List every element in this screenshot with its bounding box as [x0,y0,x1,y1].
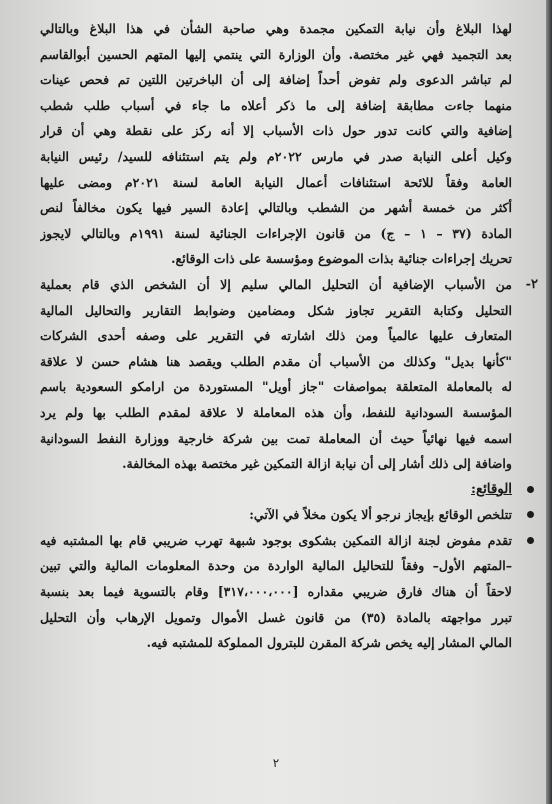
facts-intro-item [40,502,512,528]
text-line: تحريك إجراءات جنائية بذات الموضوع ومؤسسة على ذات الوقائع. [171,251,512,267]
bullet-icon [527,537,534,544]
text-line: تبرر مواجهته بالمادة (٣٥) من قانون غسل الأموال وتمويل الإرهاب وأن التحليل [40,609,512,625]
document-body [40,16,538,656]
page-edge-shadow [546,0,552,804]
facts-heading: الوقائع: [471,480,512,497]
bullet-icon [527,511,534,518]
text-line: اسمه فيها نهائياً حيث أن المعاملة تمت بين شركة خارجية ووزارة النفط السودانية [40,430,512,446]
facts-detail-item [40,528,512,656]
text-line: من الأسباب الإضافية أن التحليل المالي سليم إلا أن الشخص الذي قام بعملية [40,276,512,292]
bullet-icon [527,486,534,493]
text-line: بعد التجميد فهي غير مختصة. وأن الوزارة التي ينتمي إليها المتهم الحسين أبوالقاسم [40,46,512,62]
text-line: لاحقاً أن هناك فارق ضريبي مقداره [٣١٧،٠٠٠،٠٠٠] وقام بالتسوية فيما بعد بنسبة [40,584,512,600]
text-line: إضافية والتي كانت تدور حول ذات الأسباب إلا أنه ركز على نقطة وهي أن قرار [40,123,512,139]
facts-intro: تتلخص الوقائع بإيجاز نرجو ألا يكون مخلاً في الآتي: [249,507,512,523]
facts-heading-item [40,477,512,503]
text-line: تقدم مفوض لجنة ازالة التمكين بشكوى بوجود شبهة تهرب ضريبي قام بها المشتبه فيه [40,532,512,548]
text-line: العامة وفقاً للائحة استئنافات أعمال النيابة العامة لسنة ٢٠٢١م ومضى عليها [40,174,512,190]
text-line: لم تباشر الدعوى ولم تفوض أحداً إضافة إلى أن الباخرتين اللتين تم فحص عينات [40,72,512,88]
text-line: منهما جاءت مطابقة إضافة إلى ما ذكر أعلاه ما جاء في أسباب طلب شطب [40,97,512,113]
text-line: المالي المشار إليه يخص شركة المقرن للبترول المملوكة للمشتبه فيه. [146,635,512,651]
text-line: المتعارف عليها عالمياً ومن ذلك اشارته في التقرير على وصفه أحدى الشركات [40,328,512,344]
text-line: المادة (٣٧ – ١ – ج) من قانون الإجراءات الجنائية لسنة ١٩٩١م وبالتالي لايجوز [40,225,512,241]
paragraph-top [40,16,512,272]
text-line: لهذا البلاغ وأن نيابة التمكين مجمدة وهي صاحبة الشأن في هذا البلاغ وبالتالي [40,21,512,36]
numbered-item-2 [40,272,538,477]
item-number: ٢- [525,276,538,292]
text-line: له بالمعاملة المتعلقة بمواصفات "جاز أويل" المستوردة من ارامكو السعودية باسم [40,379,512,395]
text-line: التحليل وكتابة التقرير تجاوز شكل ومضامين وضوابط التقارير والتحاليل المالية [40,302,512,318]
text-line: وكيل أعلى النيابة صدر في مارس ٢٠٢٢م ولم يتم استئنافه للسيد/ رئيس النيابة [40,148,512,164]
text-line: أكثر من خمسة أشهر من الشطب وبالتالي إعادة السير فيها يكون مخالفاً لنص [40,200,512,216]
text-line: واضافة إلى ذلك أشار إلى أن نيابة ازالة التمكين غير مختصة بهذه المخالفة. [122,456,512,472]
page-number: ٢ [272,756,280,770]
text-line: المؤسسة السودانية للنفط، وأن هذه المعاملة لا علاقة لمقدم الطلب بها ولم يرد [40,404,512,420]
text-line: "كأنها بديل" وكذلك من الأسباب أن مقدم الطلب ويقصد هنا هشام حسن لا علاقة [40,353,512,369]
text-line: –المتهم الأول– وفقاً للتحاليل المالية الواردة من وحدة المعلومات المالية والتي تبين [40,558,512,574]
